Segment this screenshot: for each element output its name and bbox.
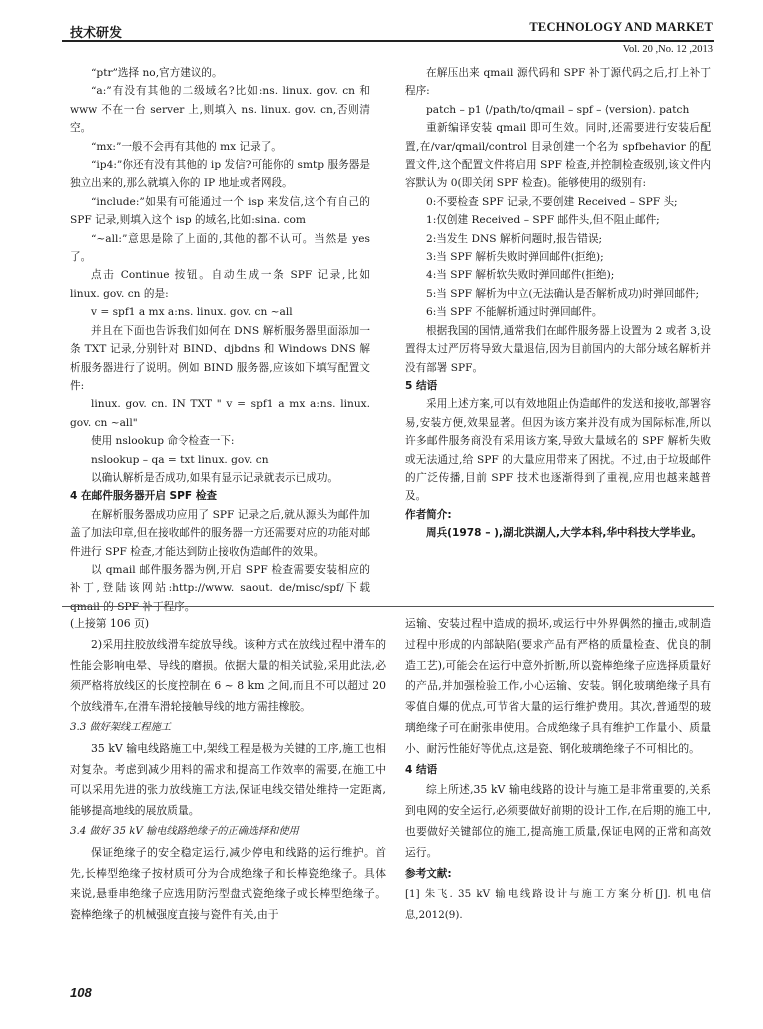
header-rule: [62, 40, 714, 42]
list-item: 3:当 SPF 解析失败时弹回邮件(拒绝);: [426, 251, 604, 264]
paragraph: “ip4:”你还有没有其他的 ip 发信?可能你的 smtp 服务器是独立出来的,那么就填入你的 IP 地址或者网段。: [70, 159, 370, 190]
code-line: v = spf1 a mx a:ns. linux. gov. cn ~all: [91, 306, 293, 319]
article-column-right: [405, 64, 711, 543]
subsection-heading: 3.3 做好架线工程施工: [70, 721, 171, 733]
paragraph: 以 qmail 邮件服务器为例,开启 SPF 检查需要安装相应的补丁,登陆该网站:http://www. saout. de/misc/spf/下载 qmail 的 SPF 补丁程序。: [70, 563, 370, 613]
paragraph: 采用上述方案,可以有效地阻止伪造邮件的发送和接收,部署容易,安装方便,效果显著。但因为该方案并没有成为国际标准,所以许多邮件服务商没有采用该方案,导致大量域名的 SPF 解析失败或无法通过,给 SPF 的大量应用带来了困扰。不过,由于垃圾邮件的广泛传播,目前 SPF 技术也逐渐得到了重视,应用也越来越普及。: [405, 398, 711, 503]
section-heading: 4 在邮件服务器开启 SPF 检查: [70, 490, 218, 503]
section-heading: 4 结语: [405, 763, 438, 776]
list-item: 5:当 SPF 解析为中立(无法确认是否解析成功)时弹回邮件;: [426, 287, 700, 300]
code-line: linux. gov. cn. IN TXT " v = spf1 a mx a:ns. linux. gov. cn ~all": [70, 398, 370, 429]
code-line: nslookup – qa = txt linux. gov. cn: [91, 453, 269, 466]
subsection-heading: 3.4 做好 35 kV 输电线路绝缘子的正确选择和使用: [70, 825, 299, 837]
paragraph: 并且在下面也告诉我们如何在 DNS 解析服务器里面添加一条 TXT 记录,分别针对 BIND、djbdns 和 Windows DNS 解析服务器进行了说明。例如 BIND 服务器,应该如下填写配置文件:: [70, 324, 370, 392]
continued-article-right: [405, 614, 711, 926]
paragraph: “~all:”意思是除了上面的,其他的都不认可。当然是 yes 了。: [70, 232, 370, 264]
paragraph: “mx:”一般不会再有其他的 mx 记录了。: [91, 140, 282, 153]
reference-item: [1] 朱飞. 35 kV 输电线路设计与施工方案分析[J]. 机电信息,2012(9).: [405, 888, 711, 922]
paragraph: 保证绝缘子的安全稳定运行,减少停电和线路的运行维护。首先,长棒型绝缘子按材质可分为合成绝缘子和长棒瓷绝缘子。具体来说,悬垂串绝缘子应选用防污型盘式瓷绝缘子或长棒型绝缘子。瓷棒绝缘子的机械强度直接与瓷件有关,由于: [70, 845, 386, 922]
continuation-note: (上接第 106 页): [70, 617, 150, 630]
paragraph: “a:”有没有其他的二级域名?比如:ns. linux. gov. cn 和 www 不在一台 server 上,则填入 ns. linux. gov. cn,否则清空。: [70, 85, 370, 135]
page-number: 108: [70, 985, 92, 1000]
paragraph: 在解析服务器成功应用了 SPF 记录之后,就从源头为邮件加盖了加法印章,但在接收邮件的服务器一方还需要对应的功能对邮件进行 SPF 检查,才能达到防止接收伪造邮件的效果。: [70, 508, 370, 558]
continued-article-left: [70, 614, 386, 926]
volume-info: Vol. 20 ,No. 12 ,2013: [622, 44, 713, 55]
article-column-left: [70, 64, 370, 616]
paragraph: 2)采用拄胶放线滑车绽放导线。该种方式在放线过程中滑车的性能会影响电晕、导线的磨损。依据大量的相关试验,采用此法,必须严格将放线区的长度控制在 6 ~ 8 km 之间,而且不可以超过 20 个放线滑车,在滑车滑轮接触导线的地方需挂橡胶。: [70, 637, 386, 714]
paragraph: 重新编译安装 qmail 即可生效。同时,还需要进行安装后配置,在/var/qmail/control 目录创建一个名为 spfbehavior 的配置文件,这个配置文件将启用 SPF 检查,并控制检查级别,该文件内容默认为 0(即关闭 SPF 检查)。能够使用的级别有:: [405, 122, 711, 190]
journal-title: TECHNOLOGY AND MARKET: [529, 20, 713, 34]
author-heading: 作者简介:: [405, 508, 452, 521]
paragraph: “include:”如果有可能通过一个 isp 来发信,这个有自己的 SPF 记录,则填入这个 isp 的域名,比如:sina. com: [70, 195, 370, 227]
paragraph: 点击 Continue 按钮。自动生成一条 SPF 记录,比如 linux. gov. cn 的是:: [70, 269, 370, 300]
paragraph: 运输、安装过程中造成的损坏,或运行中外界偶然的撞击,或制造过程中形成的内部缺陷(要求产品有严格的质量检查、优良的制造工艺),可能会在运行中意外折断,所以瓷棒绝缘子应选择质量好的产品,并加强检验工作,小心运输、安装。钢化玻璃绝缘子具有零值自爆的优点,可节省大量的运行维护费用。其次,普通型的玻璃绝缘子可在耐张串使用。合成绝缘子具有维护工作量小、质量小、耐污性能好等优点,这是瓷、钢化玻璃绝缘子不可相比的。: [405, 617, 711, 755]
paragraph: 以确认解析是否成功,如果有显示记录就表示已成功。: [91, 471, 339, 484]
author-bio: 周兵(1978 – ),湖北洪湖人,大学本科,华中科技大学毕业。: [426, 527, 702, 540]
section-header: 技术研发: [70, 26, 123, 41]
paragraph: 在解压出来 qmail 源代码和 SPF 补丁源代码之后,打上补丁程序:: [405, 67, 711, 98]
paragraph: 根据我国的国情,通常我们在邮件服务器上设置为 2 或者 3,设置得太过严厉将导致大量退信,因为目前国内的大部分域名解析并没有部署 SPF。: [405, 324, 711, 374]
article-divider: [62, 606, 714, 607]
list-item: 6:当 SPF 不能解析通过时弹回邮件。: [426, 306, 603, 319]
paragraph: “ptr”选择 no,官方建议的。: [91, 67, 223, 79]
paragraph: 35 kV 输电线路施工中,架线工程是极为关键的工序,施工也相对复杂。考虑到减少用料的需求和提高工作效率的需要,在施工中可以采用先进的张力放线施工方法,保证电线交错处维持一定距离,能够提高地线的展放质量。: [70, 741, 386, 818]
list-item: 2:当发生 DNS 解析问题时,报告错误;: [426, 232, 603, 245]
references-heading: 参考文献:: [405, 867, 452, 880]
list-item: 4:当 SPF 解析软失败时弹回邮件(拒绝);: [426, 269, 615, 282]
code-line: patch – p1 ⟨/path/to/qmail – spf – ⟨version⟩. patch: [426, 103, 690, 116]
list-item: 1:仅创建 Received – SPF 邮件头,但不阻止邮件;: [426, 214, 660, 227]
paragraph: 使用 nslookup 命令检查一下:: [91, 435, 235, 448]
list-item: 0:不要检查 SPF 记录,不要创建 Received – SPF 头;: [426, 195, 678, 208]
paragraph: 综上所述,35 kV 输电线路的设计与施工是非常重要的,关系到电网的安全运行,必须要做好前期的设计工作,在后期的施工中,也要做好关键部位的施工,提高施工质量,保证电网的正常和高效运行。: [405, 783, 711, 859]
section-heading: 5 结语: [405, 379, 438, 392]
